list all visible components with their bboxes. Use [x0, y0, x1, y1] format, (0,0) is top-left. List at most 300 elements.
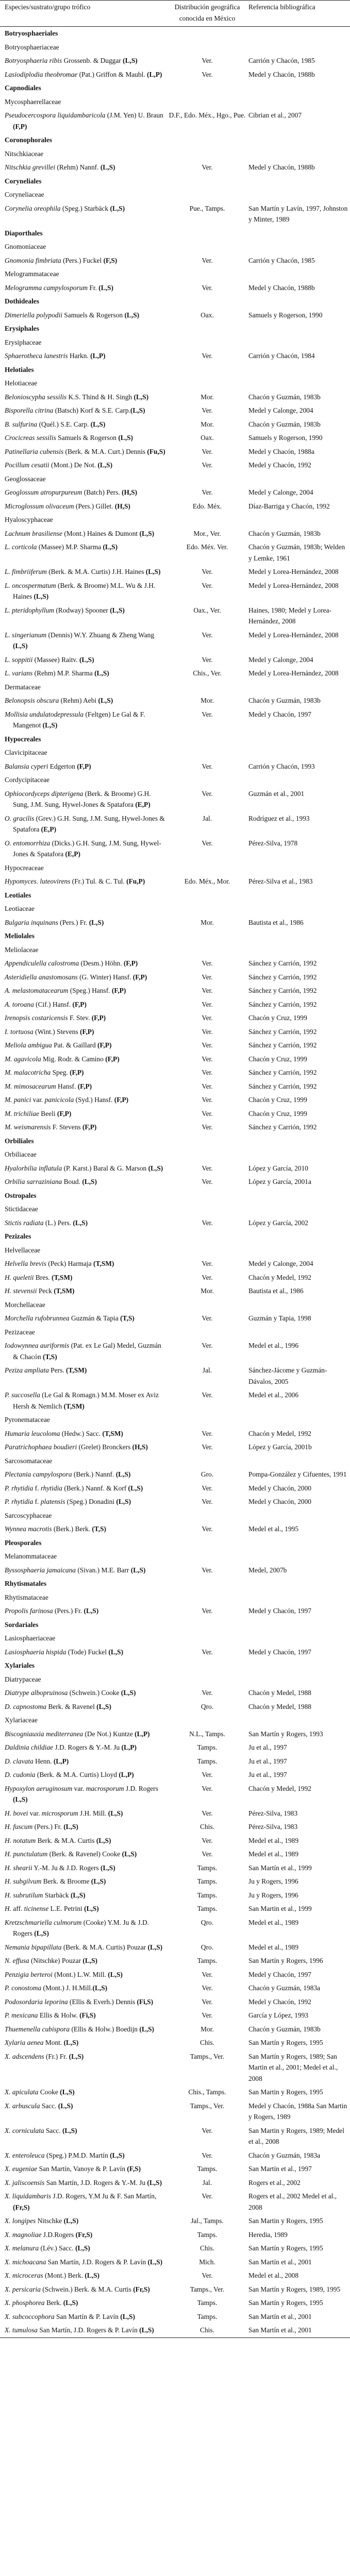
species-name-italic: Paratrichophaea boudieri — [5, 1443, 77, 1451]
family-name: Erysiphaceae — [5, 338, 42, 346]
species-authority: (Lév.) Sacc. — [39, 2244, 76, 2252]
species-cell — [0, 404, 168, 418]
trophic-code: (T,S) — [120, 1314, 135, 1322]
species-cell — [0, 1604, 168, 1618]
species-name-italic: X. michoacana — [5, 2258, 46, 2266]
species-cell — [0, 2283, 168, 2297]
species-name-italic: L. varians — [5, 669, 33, 677]
species-name-italic: X. persicaria — [5, 2285, 41, 2293]
reference-cell: Ju et al., 1997 — [248, 1757, 287, 1765]
trophic-code: (T,SM) — [93, 1260, 114, 1267]
species-authority: (Berk. & M.A. Curtis) Lloyd — [35, 1771, 119, 1778]
species-row — [0, 1968, 350, 1982]
species-authority: var. — [31, 1096, 45, 1104]
species-row — [0, 1604, 350, 1618]
species-authority: San Martín, J.D. Rogers & P. Lavín — [46, 2258, 148, 2266]
species-authority: (Berk.) Nannf. & Korf — [62, 1484, 128, 1492]
species-name-italic: microsporum — [41, 1809, 78, 1817]
distribution-cell: Ver. — [202, 1096, 213, 1104]
species-row — [0, 2242, 350, 2256]
reference-cell: Chacón y Cruz, 1999 — [248, 1109, 307, 1117]
reference-cell: Guzmán y Tapia, 1998 — [248, 1314, 311, 1322]
species-row — [0, 527, 350, 541]
distribution-cell: Mor. — [201, 697, 214, 704]
distribution-cell: Tamps. — [197, 2230, 218, 2239]
species-row — [0, 2036, 350, 2050]
trophic-code: (L,S) — [122, 1850, 137, 1858]
table-body — [0, 27, 350, 2338]
species-cell — [0, 1564, 168, 1578]
species-name-italic: L. corticola — [5, 543, 37, 551]
species-authority: (Fr.) Tul. & C. Tul. — [70, 877, 127, 885]
species-row — [0, 875, 350, 889]
species-name — [5, 1469, 168, 1480]
distribution-cell: Tamps. — [197, 1743, 218, 1751]
species-name-italic: H. shearii — [5, 1863, 32, 1872]
trophic-code: (L,S) — [147, 2258, 163, 2266]
trophic-code: (L,S) — [69, 2052, 84, 2060]
species-name-italic: X. microceras — [5, 2272, 43, 2279]
species-name-italic: N. effusa — [5, 1957, 29, 1964]
species-row — [0, 1768, 350, 1782]
species-name — [5, 69, 168, 80]
species-name — [5, 392, 168, 403]
species-name — [5, 1081, 168, 1092]
species-name — [5, 1942, 168, 1953]
distribution-cell: Ver. — [202, 1443, 213, 1451]
species-name — [5, 876, 168, 887]
trophic-code: (Fi,S) — [137, 1997, 154, 2006]
reference-cell: San Martín y Rogers, 1996 — [248, 1957, 323, 1964]
reference-cell: Díaz-Barriga y Chacón, 1992 — [248, 502, 330, 510]
distribution-cell: Mich. — [199, 2258, 215, 2266]
header-species: Especies/sustrato/grupo trófico — [0, 1, 168, 27]
species-authority: Grossenb. & Duggar — [62, 57, 123, 64]
species-name-italic: panicicola — [44, 1096, 74, 1104]
trophic-code: (Fi,S) — [79, 2011, 96, 2019]
reference-cell: San Martín y Rogers, 1995 — [248, 2299, 323, 2307]
species-cell — [0, 1427, 168, 1441]
species-name — [5, 2215, 168, 2227]
species-row — [0, 957, 350, 971]
trophic-code: (Fu,S) — [147, 447, 165, 455]
species-cell — [0, 629, 168, 653]
species-name — [5, 2010, 168, 2021]
species-authority: Y.-M. Ju & J.D. Rogers — [32, 1863, 101, 1872]
species-row — [0, 2009, 350, 2023]
species-authority: San Martín, Vanoye & P. Lavín — [37, 2165, 127, 2173]
family-row — [0, 377, 350, 391]
order-name: Rhytismatales — [5, 1580, 47, 1587]
species-cell — [0, 957, 168, 971]
distribution-cell: Chis., Tamps. — [188, 2088, 226, 2096]
species-authority: Harkn. — [68, 352, 91, 360]
species-row — [0, 1848, 350, 1861]
distribution-cell: Ver. — [202, 1429, 213, 1437]
distribution-cell: Ver. — [202, 655, 213, 664]
order-name: Ostropales — [5, 1191, 37, 1199]
reference-cell: Bautista et al., 1986 — [248, 1287, 304, 1295]
reference-cell: López y García, 2010 — [248, 1164, 309, 1172]
distribution-cell: Ver. — [202, 1082, 213, 1090]
species-name — [5, 630, 168, 652]
species-authority: aff. — [11, 1905, 24, 1912]
species-cell — [0, 1066, 168, 1080]
trophic-code: (F,P) — [57, 1109, 72, 1117]
species-authority: Guzmán & Tapia — [69, 1314, 121, 1322]
family-row — [0, 943, 350, 957]
species-name-italic: D. cudonia — [5, 1771, 36, 1778]
species-name-italic: X. subcoccophora — [5, 2312, 55, 2320]
trophic-code: (L,S) — [120, 2312, 135, 2320]
species-cell — [0, 2050, 168, 2086]
species-name — [5, 2297, 168, 2309]
distribution-cell: Ver. — [202, 1041, 213, 1049]
species-name-italic: P. mexicana — [5, 2011, 38, 2019]
distribution-cell: Ver. — [202, 447, 213, 455]
species-authority: (Massee) Raitv. — [32, 655, 79, 664]
distribution-cell: Ver. — [202, 1498, 213, 1505]
species-cell — [0, 1175, 168, 1189]
distribution-cell: Ver. — [202, 1771, 213, 1778]
family-name: Pyronemataceae — [5, 1416, 50, 1423]
reference-cell: Medel y Chacón, 1997 — [248, 710, 311, 718]
trophic-code: (L,P) — [119, 1771, 134, 1778]
species-cell — [0, 68, 168, 82]
species-name-italic: B. sulfurina — [5, 420, 38, 428]
species-cell — [0, 694, 168, 708]
species-cell — [0, 2023, 168, 2037]
reference-cell: San Martín et al., 2001 — [248, 2312, 312, 2320]
species-name-italic: H. queletii — [5, 1273, 34, 1281]
species-row — [0, 2214, 350, 2228]
reference-cell: Chacón y Guzmán, 1983b — [248, 2025, 321, 2033]
species-cell — [0, 1741, 168, 1755]
species-authority: F. Stev. — [68, 1014, 92, 1022]
family-row — [0, 902, 350, 916]
species-name — [5, 1496, 168, 1507]
species-authority: (Sivan.) M.E. Barr — [76, 1566, 131, 1574]
distribution-cell: Edo. Méx. Ver. — [186, 543, 228, 551]
species-cell — [0, 1011, 168, 1025]
species-authority: Fr. — [88, 283, 99, 292]
species-name — [5, 1523, 168, 1535]
trophic-code: (T,SM) — [52, 1273, 73, 1281]
distribution-cell: Tamps. — [197, 1957, 218, 1964]
family-row — [0, 513, 350, 527]
distribution-cell: Oax. — [201, 434, 214, 442]
reference-cell: Chacón y Guzmán, 1983b; Welden y Lemke, 1961 — [248, 543, 345, 562]
species-name-italic: M. trichiliae — [5, 1109, 39, 1117]
species-name-italic: X. liquidambaris — [5, 2192, 52, 2200]
species-name-italic: L. soppitii — [5, 655, 33, 664]
species-row — [0, 653, 350, 667]
species-row — [0, 54, 350, 68]
species-authority: Samuels & Rogerson — [62, 311, 125, 319]
species-name-italic: L. fimbriiferum — [5, 568, 47, 575]
species-cell — [0, 527, 168, 541]
species-authority: Berk. — [44, 2299, 63, 2307]
species-cell — [0, 2214, 168, 2228]
species-row — [0, 1782, 350, 1807]
reference-cell: López y García, 2002 — [248, 1218, 309, 1227]
order-name: Leotiales — [5, 891, 31, 899]
family-row — [0, 1244, 350, 1258]
species-name — [5, 2191, 168, 2213]
species-name — [5, 1969, 168, 1980]
species-name — [5, 310, 168, 321]
distribution-cell: Chis. — [200, 2039, 214, 2046]
species-authority: (Batsch) Korf & S.E. Carp. — [53, 406, 130, 414]
reference-cell: San Martin y Rogers, 1995 — [248, 2088, 323, 2096]
trophic-code: (F,P) — [77, 762, 91, 770]
distribution-cell: Mor. — [201, 1287, 214, 1295]
species-authority: (Feltgen) Le Gal & F. Mangenot — [13, 710, 145, 729]
trophic-code: (L,S) — [123, 57, 138, 64]
reference-cell: Medel y Chacón, 2000 — [248, 1484, 311, 1492]
species-authority: var. — [72, 1784, 86, 1792]
species-name-italic: M. malacotricha — [5, 1069, 51, 1076]
species-name — [5, 1647, 168, 1658]
species-cell — [0, 1053, 168, 1066]
species-row — [0, 2256, 350, 2269]
species-row — [0, 1312, 350, 1326]
order-row — [0, 322, 350, 336]
species-cell — [0, 1039, 168, 1053]
species-name — [5, 2229, 168, 2241]
species-name-italic: Biscogniauxia mediterranea — [5, 1730, 84, 1738]
species-row — [0, 1954, 350, 1968]
species-authority: (Pers.) Fuckel — [61, 256, 104, 264]
species-authority: (Desm.) Höhn. — [79, 959, 124, 967]
species-row — [0, 1053, 350, 1066]
distribution-cell: Ver. — [202, 2272, 213, 2279]
species-row — [0, 309, 350, 323]
species-name — [5, 1040, 168, 1051]
trophic-code: (L,P) — [53, 1757, 69, 1765]
species-name — [5, 282, 168, 294]
trophic-code: (L,S) — [90, 420, 106, 428]
family-row — [0, 1148, 350, 1162]
family-name: Sarcosomataceae — [5, 1456, 53, 1465]
species-cell — [0, 998, 168, 1012]
species-cell — [0, 2176, 168, 2190]
species-name-italic: X. arbuscula — [5, 2102, 40, 2110]
family-name: Helotiaceae — [5, 379, 38, 387]
species-name — [5, 2163, 168, 2175]
reference-cell: Chacón y Cruz, 1999 — [248, 1014, 307, 1022]
species-name — [5, 405, 168, 416]
species-cell — [0, 1782, 168, 1807]
species-name-italic: Mollisia undulatodepressula — [5, 710, 84, 718]
species-row — [0, 2086, 350, 2099]
species-cell — [0, 1902, 168, 1916]
reference-cell: Medel y Lorea-Hernández, 2008 — [248, 669, 339, 677]
distribution-cell: Ver. — [202, 568, 213, 575]
species-row — [0, 254, 350, 268]
reference-cell: Heredia, 1989 — [248, 2230, 288, 2239]
species-name — [5, 1821, 168, 1833]
reference-cell: Chacón y Guzmán, 1983b — [248, 529, 321, 537]
species-row — [0, 1495, 350, 1509]
species-row — [0, 1216, 350, 1230]
species-authority: Starbäck — [43, 1891, 71, 1899]
distribution-cell: Ver. — [202, 1566, 213, 1574]
species-cell — [0, 54, 168, 68]
species-cell — [0, 2269, 168, 2283]
trophic-code: (L,S) — [60, 2088, 75, 2096]
family-row — [0, 1591, 350, 1605]
reference-cell: Medel y Calonge, 2004 — [248, 406, 313, 414]
order-name: Xylariales — [5, 1662, 35, 1669]
species-name — [5, 1313, 168, 1324]
trophic-code: (L,S) — [97, 461, 113, 469]
species-authority: (L.) Pers. — [43, 1218, 73, 1227]
species-row — [0, 1820, 350, 1834]
reference-cell: Sánchez-Jácome y Guzmán-Dávalos, 2005 — [248, 1366, 327, 1385]
species-authority: (Cif.) Hansf. — [34, 1000, 73, 1008]
trophic-code: (L,P) — [147, 70, 162, 78]
species-cell — [0, 1875, 168, 1889]
species-authority: (Berk. & Broome) G.H. Sung, J.M. Sung, Hywel-Jones & Spatafora — [13, 789, 151, 808]
species-name — [5, 2325, 168, 2336]
species-cell — [0, 2256, 168, 2269]
species-name — [5, 1054, 168, 1065]
species-name-italic: rhytidia — [40, 1484, 62, 1492]
species-cell — [0, 2162, 168, 2176]
species-name-italic: A. toroana — [5, 1000, 34, 1008]
distribution-cell: Ver. — [202, 1069, 213, 1076]
species-row — [0, 349, 350, 363]
species-row — [0, 1995, 350, 2009]
species-cell — [0, 1686, 168, 1700]
species-name — [5, 1769, 168, 1781]
reference-cell: San Martin y Rogers, 1995 — [248, 2217, 323, 2225]
species-authority: (Mont.) Haines & Dumont — [62, 529, 140, 537]
reference-cell: Medel y Lorea-Hernández, 2008 — [248, 581, 339, 589]
species-authority: (Ellis & Holw.) Boedijn — [70, 2025, 140, 2033]
species-name — [5, 55, 168, 66]
species-cell — [0, 1768, 168, 1782]
species-name-italic: Gnomonia fimbriata — [5, 256, 61, 264]
species-name-italic: macrosporum — [86, 1784, 124, 1792]
order-row — [0, 1189, 350, 1203]
species-row — [0, 1941, 350, 1955]
distribution-cell: Qro. — [201, 1918, 214, 1926]
reference-cell: Sánchez y Carrión, 1992 — [248, 1041, 317, 1049]
species-name — [5, 1108, 168, 1120]
trophic-code: (Fr,S) — [13, 2203, 30, 2211]
family-name: Nitschkiaceae — [5, 149, 44, 158]
species-cell — [0, 812, 168, 837]
distribution-cell: Qro. — [201, 1702, 214, 1710]
reference-cell: Medel y Chacón, 1997 — [248, 1648, 311, 1656]
trophic-code: (L,S) — [96, 1702, 111, 1710]
species-row — [0, 404, 350, 418]
reference-cell: García y López, 1993 — [248, 2011, 309, 2019]
species-authority: (Tode) Fuckel — [66, 1648, 109, 1656]
family-name: Botryosphaeriaceae — [5, 43, 59, 51]
species-name-italic: Hypomyces. luteovirens — [5, 877, 71, 885]
family-row — [0, 773, 350, 787]
species-authority: L.E. Petrini — [48, 1905, 85, 1912]
distribution-cell: Tamps. — [197, 1877, 218, 1885]
reference-cell: Chacón y Guzmán, 1983b — [248, 420, 321, 428]
distribution-cell: Ver. — [202, 488, 213, 496]
order-name: Capnodiales — [5, 84, 41, 92]
distribution-cell: Jal. — [202, 1366, 212, 1374]
species-row — [0, 760, 350, 774]
species-name — [5, 709, 168, 731]
species-name — [5, 985, 168, 996]
family-row — [0, 746, 350, 760]
distribution-cell: Tamps. — [197, 1863, 218, 1872]
species-cell — [0, 2086, 168, 2099]
species-cell — [0, 1162, 168, 1176]
trophic-code: (L,S) — [75, 2244, 90, 2252]
order-row — [0, 363, 350, 377]
species-cell — [0, 1257, 168, 1271]
reference-cell: Chacón y Medel, 1988 — [248, 1689, 311, 1697]
species-cell — [0, 1312, 168, 1326]
species-name — [5, 1605, 168, 1617]
species-cell — [0, 349, 168, 363]
species-authority: Berk. & M.A. Curtis — [36, 1836, 96, 1844]
reference-cell: Bautista et al., 1986 — [248, 918, 304, 926]
species-name — [5, 1903, 168, 1914]
species-name — [5, 2177, 168, 2189]
species-cell — [0, 254, 168, 268]
species-name — [5, 813, 168, 835]
trophic-code: (L,S) — [73, 1218, 88, 1227]
species-row — [0, 2310, 350, 2324]
species-authority: (Pers.) Gillet. — [74, 502, 115, 510]
trophic-code: (L,S) — [130, 1566, 146, 1574]
family-name: Xylariaceae — [5, 1716, 38, 1724]
species-row — [0, 1981, 350, 1995]
species-authority: J.D. Rogers — [124, 1784, 158, 1792]
species-name-italic: Xylaria aenea — [5, 2039, 44, 2046]
trophic-code: (H,S) — [132, 1443, 148, 1451]
species-name-italic: Asteridiella anastomosans — [5, 973, 78, 981]
trophic-code: (L,S) — [34, 592, 49, 600]
species-authority: (Berk. & Ravenel) Cooke — [47, 1850, 122, 1858]
species-cell — [0, 1440, 168, 1454]
species-cell — [0, 1107, 168, 1121]
order-name: Dothideales — [5, 297, 39, 305]
order-row — [0, 889, 350, 903]
order-row — [0, 1536, 350, 1550]
species-name-italic: X. corniculata — [5, 2126, 44, 2134]
species-cell — [0, 1080, 168, 1094]
species-authority: (Pers.) Fr. — [53, 1607, 84, 1615]
distribution-cell: Ver. — [202, 710, 213, 718]
family-row — [0, 1298, 350, 1312]
species-name — [5, 695, 168, 706]
species-cell — [0, 2036, 168, 2050]
trophic-code: (F,S) — [127, 2165, 141, 2173]
species-name — [5, 1428, 168, 1439]
family-name: Gnomoniaceae — [5, 243, 46, 250]
order-row — [0, 733, 350, 747]
trophic-code: (F,P) — [91, 1014, 106, 1022]
species-name — [5, 255, 168, 266]
order-row — [0, 1618, 350, 1632]
species-authority: (Pers.) Fr. — [58, 918, 89, 926]
trophic-code: (L,S) — [110, 606, 125, 614]
distribution-cell: Tamps., Ver. — [190, 2052, 225, 2060]
species-name-italic: X. magnoliae — [5, 2230, 42, 2239]
